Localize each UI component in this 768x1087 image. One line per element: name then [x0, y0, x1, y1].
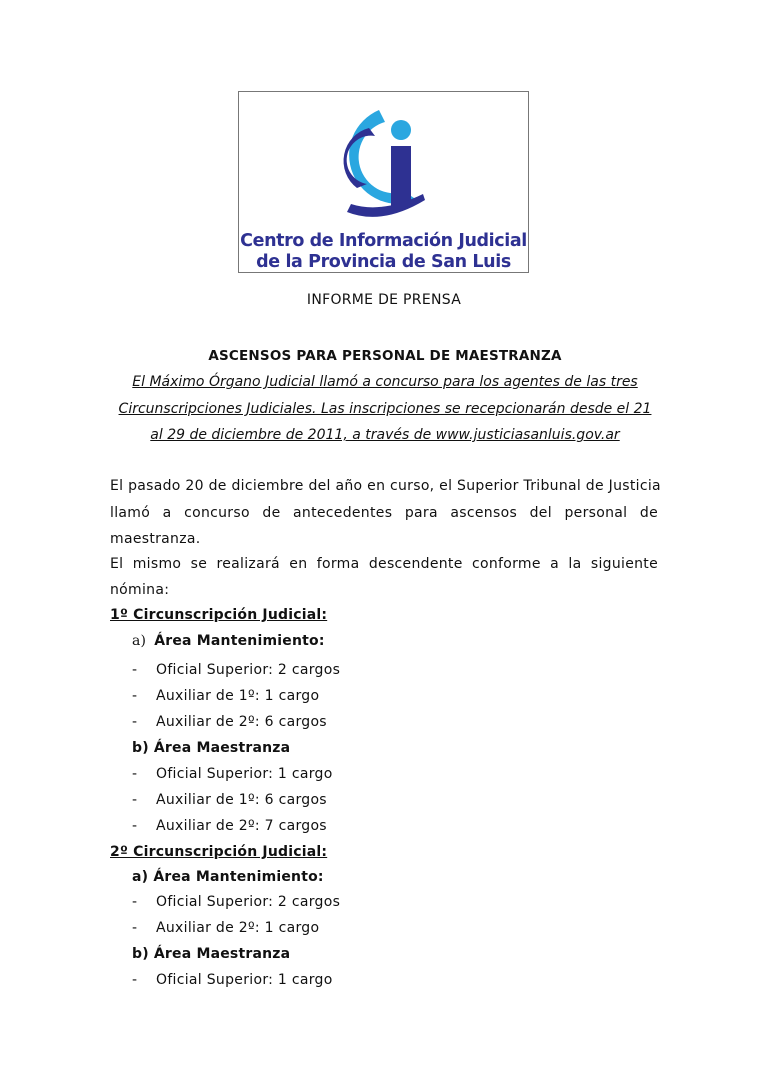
logo-title-line1: Centro de Información Judicial — [240, 231, 527, 251]
list-item-text: Oficial Superior: 1 cargo — [156, 766, 333, 782]
list-item — [132, 766, 333, 782]
section-title: 1º Circunscripción Judicial: — [110, 607, 328, 623]
dash: - — [132, 714, 138, 730]
area-title: b) Área Maestranza — [132, 946, 291, 962]
body-line: llamó a concurso de antecedentes para ascensos del personal de — [110, 505, 658, 521]
list-item-text: Auxiliar de 2º: 6 cargos — [156, 714, 327, 730]
list-item-text: Auxiliar de 1º: 6 cargos — [156, 792, 327, 808]
list-item — [132, 894, 340, 910]
list-item — [132, 714, 327, 730]
body-line: nómina: — [110, 582, 170, 598]
area-title: Área Mantenimiento: — [154, 633, 325, 649]
list-item — [132, 662, 340, 678]
body-line: El mismo se realizará en forma descendente conforme a la siguiente — [110, 556, 658, 572]
report-label: INFORME DE PRENSA — [306, 292, 462, 308]
list-item — [132, 688, 319, 704]
list-item — [132, 818, 327, 834]
list-item-text: Auxiliar de 2º: 7 cargos — [156, 818, 327, 834]
dash: - — [132, 662, 138, 678]
subheadline-line: El Máximo Órgano Judicial llamó a concurso para los agentes de las tres — [132, 374, 638, 390]
subheadline-line: Circunscripciones Judiciales. Las inscripciones se recepcionarán desde el 21 — [118, 401, 652, 417]
list-item-text: Oficial Superior: 2 cargos — [156, 894, 341, 910]
dash: - — [132, 792, 138, 808]
list-item — [132, 972, 333, 988]
dash: - — [132, 894, 138, 910]
list-item — [132, 792, 327, 808]
subheadline-line: al 29 de diciembre de 2011, a través de www.justiciasanluis.gov.ar — [150, 427, 620, 443]
area-heading — [132, 633, 325, 649]
dash: - — [132, 972, 138, 988]
list-item — [132, 920, 319, 936]
body-line: maestranza. — [110, 531, 201, 547]
dash: - — [132, 920, 138, 936]
list-item-text: Oficial Superior: 1 cargo — [156, 972, 333, 988]
area-heading — [132, 869, 324, 885]
dash: - — [132, 688, 138, 704]
logo — [238, 91, 529, 273]
list-item-text: Auxiliar de 2º: 1 cargo — [156, 920, 320, 936]
area-heading — [132, 740, 290, 756]
area-title: a) Área Mantenimiento: — [132, 869, 324, 885]
area-heading — [132, 946, 290, 962]
logo-title-line2: de la Provincia de San Luis — [256, 252, 511, 272]
cij-emblem-icon — [327, 100, 437, 228]
dash: - — [132, 818, 138, 834]
dash: - — [132, 766, 138, 782]
area-marker: a) — [132, 633, 147, 649]
area-title: b) Área Maestranza — [132, 740, 291, 756]
list-item-text: Oficial Superior: 2 cargos — [156, 662, 341, 678]
body-line: El pasado 20 de diciembre del año en curso, el Superior Tribunal de Justicia — [110, 478, 661, 494]
section-title: 2º Circunscripción Judicial: — [110, 844, 328, 860]
headline: ASCENSOS PARA PERSONAL DE MAESTRANZA — [208, 348, 562, 364]
list-item-text: Auxiliar de 1º: 1 cargo — [156, 688, 320, 704]
